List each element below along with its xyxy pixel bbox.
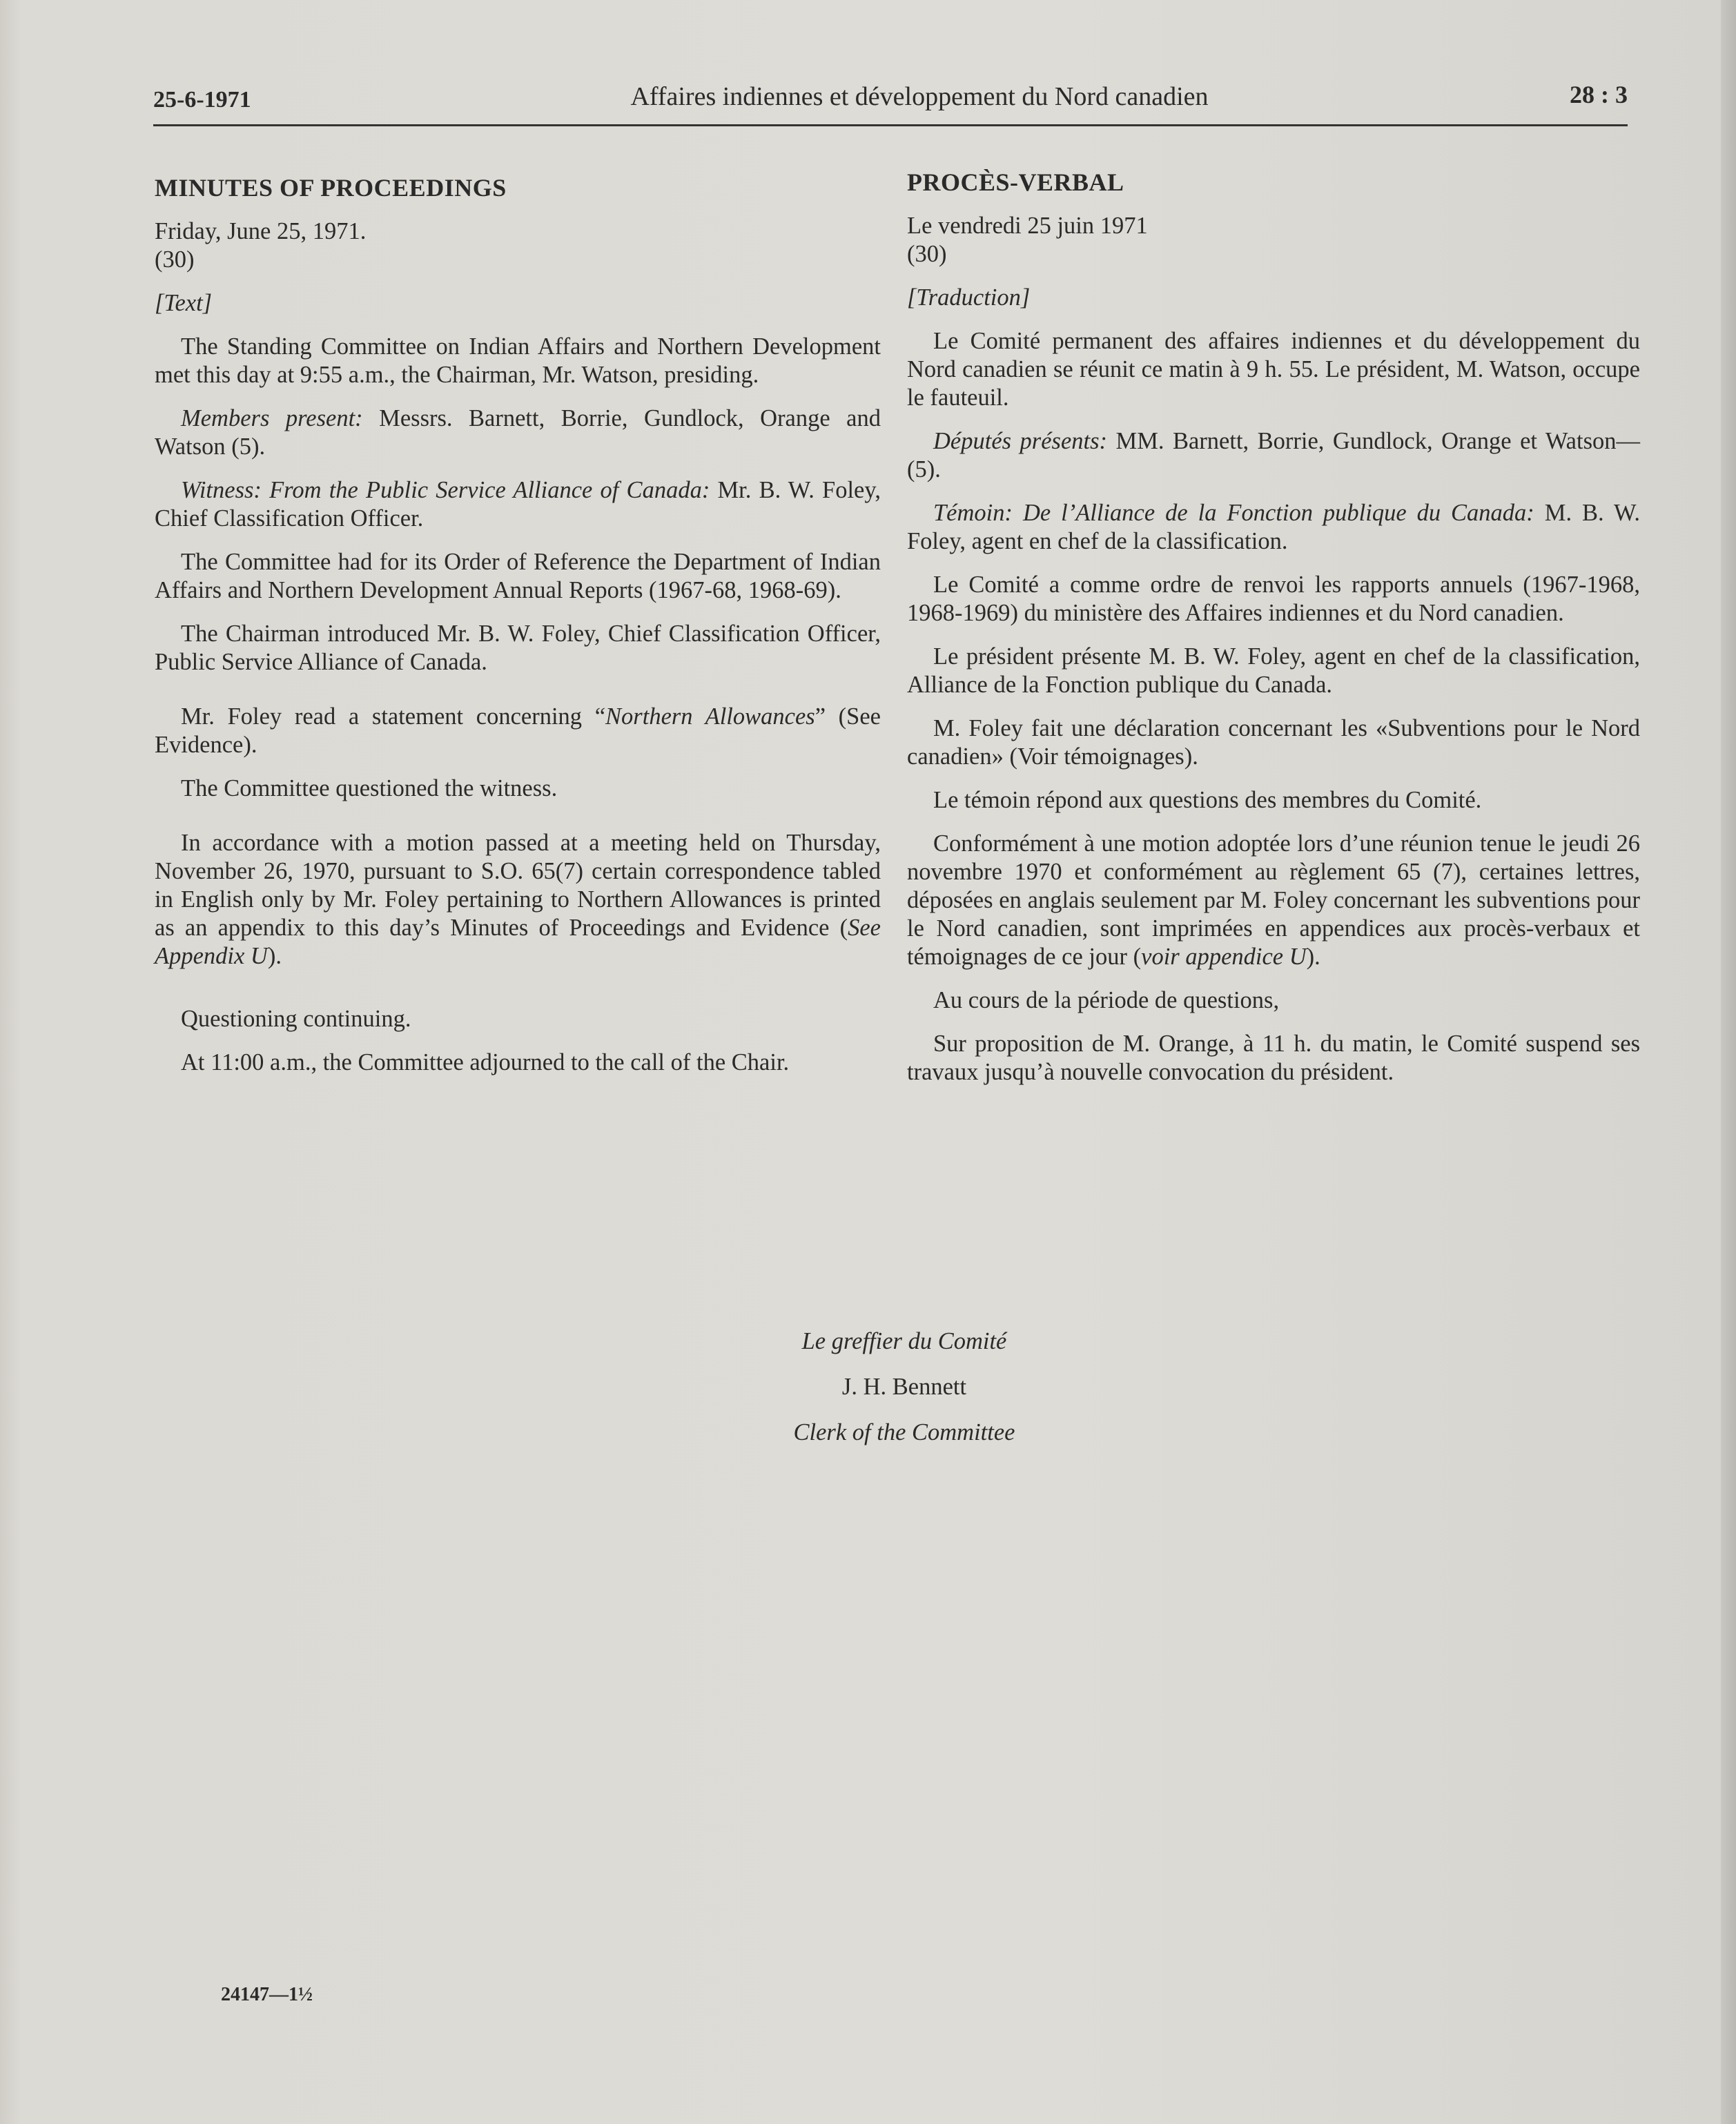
- motion-fr-text-a: Conformément à une motion adoptée lors d’une réunion tenue le jeudi 26 novembre 1970 et conformément au règlement 65 (7), certaines lettres, déposées en anglais seulement par M. Foley concernant les subventions pour le Nord canadien, sont imprimées en appendices aux procès-verbaux et témoignages de ce jour (: [907, 830, 1640, 970]
- english-text-tag: [Text]: [155, 290, 213, 316]
- french-witness-paragraph: [907, 499, 1640, 556]
- signature-title-fr: Le greffier du Comité: [801, 1328, 1007, 1354]
- members-list: Messrs. Barnett, Borrie, Gundlock, Orange and Watson (5).: [155, 405, 881, 460]
- english-heading: MINUTES OF PROCEEDINGS: [155, 174, 507, 202]
- english-date: Friday, June 25, 1971.: [155, 218, 367, 244]
- header-page-number: 28 : 3: [1570, 81, 1628, 108]
- english-intro-paragraph: The Chairman introduced Mr. B. W. Foley, Chief Classification Officer, Public Service Alliance of Canada.: [155, 621, 881, 675]
- french-continuing-paragraph: Au cours de la période de questions,: [933, 987, 1280, 1013]
- witness-label: Witness: From the Public Service Alliance of Canada:: [181, 477, 710, 503]
- temoin-label: Témoin: De l’Alliance de la Fonction publique du Canada:: [933, 500, 1534, 526]
- french-opening-paragraph: Le Comité permanent des affaires indiennes et du développement du Nord canadien se réunit ce matin à 9 h. 55. Le président, M. Watson, occupe le fauteuil.: [907, 328, 1640, 411]
- signature-name: J. H. Bennett: [841, 1374, 967, 1400]
- french-reference-paragraph: Le Comité a comme ordre de renvoi les rapports annuels (1967-1968, 1968-1969) du ministère des Affaires indiennes et du Nord canadien.: [907, 572, 1640, 626]
- motion-text-a: In accordance with a motion passed at a meeting held on Thursday, November 26, 1970, pursuant to S.O. 65(7) certain correspondence tabled in English only by Mr. Foley pertaining to Northern Allowances is printed as an appendix to this day’s Minutes of Proceedings and Evidence (: [155, 830, 881, 941]
- english-column: [155, 174, 881, 1092]
- english-statement-paragraph: [155, 703, 881, 759]
- page-edge: [1721, 0, 1736, 2124]
- running-header: [153, 77, 1628, 126]
- french-members-paragraph: [907, 427, 1640, 484]
- french-adjourn-paragraph: Sur proposition de M. Orange, à 11 h. du matin, le Comité suspend ses travaux jusqu’à nouvelle convocation du président.: [907, 1031, 1640, 1085]
- french-column: [907, 168, 1640, 1102]
- deputes-label: Députés présents:: [933, 428, 1108, 454]
- english-meeting-number: (30): [155, 246, 195, 273]
- temoin-name: M. B. W. Foley, agent en chef de la classification.: [907, 500, 1641, 554]
- motion-appendix-ref: See Appendix U: [155, 915, 881, 969]
- french-date: Le vendredi 25 juin 1971: [907, 213, 1148, 239]
- print-code: 24147—1½: [221, 1984, 313, 2005]
- signature-block: [621, 1318, 1187, 1455]
- french-text-tag: [Traduction]: [907, 284, 1031, 311]
- english-witness-paragraph: [155, 476, 881, 533]
- french-statement-paragraph: M. Foley fait une déclaration concernant les «Subventions pour le Nord canadien» (Voir témoignages).: [907, 715, 1640, 770]
- english-questioned-paragraph: The Committee questioned the witness.: [181, 775, 558, 801]
- french-intro-paragraph: Le président présente M. B. W. Foley, agent en chef de la classification, Alliance de la Fonction publique du Canada.: [907, 643, 1640, 698]
- header-title: Affaires indiennes et développement du Nord canadien: [630, 82, 1209, 111]
- french-questioned-paragraph: Le témoin répond aux questions des membres du Comité.: [933, 787, 1482, 813]
- statement-text-a: Mr. Foley read a statement concerning “: [181, 703, 606, 730]
- motion-text-c: ).: [267, 943, 282, 969]
- english-members-paragraph: [155, 405, 881, 461]
- english-motion-paragraph: [155, 829, 881, 971]
- french-heading: PROCÈS-VERBAL: [907, 168, 1124, 196]
- statement-title: Northern Allowances: [605, 703, 815, 730]
- witness-name: Mr. B. W. Foley, Chief Classification Officer.: [155, 477, 881, 532]
- motion-fr-text-c: ).: [1306, 944, 1320, 970]
- french-meeting-number: (30): [907, 241, 947, 267]
- english-opening-paragraph: The Standing Committee on Indian Affairs and Northern Development met this day at 9:55 a.m., the Chairman, Mr. Watson, presiding.: [155, 333, 881, 388]
- french-motion-paragraph: [907, 830, 1640, 971]
- header-date: 25-6-1971: [153, 87, 251, 113]
- english-continuing-paragraph: Questioning continuing.: [181, 1006, 411, 1032]
- statement-text-c: ” (See Evidence).: [155, 703, 881, 758]
- motion-fr-appendix-ref: voir appendice U: [1141, 944, 1307, 970]
- english-reference-paragraph: The Committee had for its Order of Reference the Department of Indian Affairs and Northern Development Annual Reports (1967-68, 1968-69).: [155, 549, 881, 603]
- signature-title-en: Clerk of the Committee: [793, 1419, 1015, 1445]
- deputes-list: MM. Barnett, Borrie, Gundlock, Orange et Watson—(5).: [907, 428, 1641, 483]
- english-adjourn-paragraph: At 11:00 a.m., the Committee adjourned to the call of the Chair.: [181, 1049, 790, 1075]
- members-label: Members present:: [181, 405, 363, 431]
